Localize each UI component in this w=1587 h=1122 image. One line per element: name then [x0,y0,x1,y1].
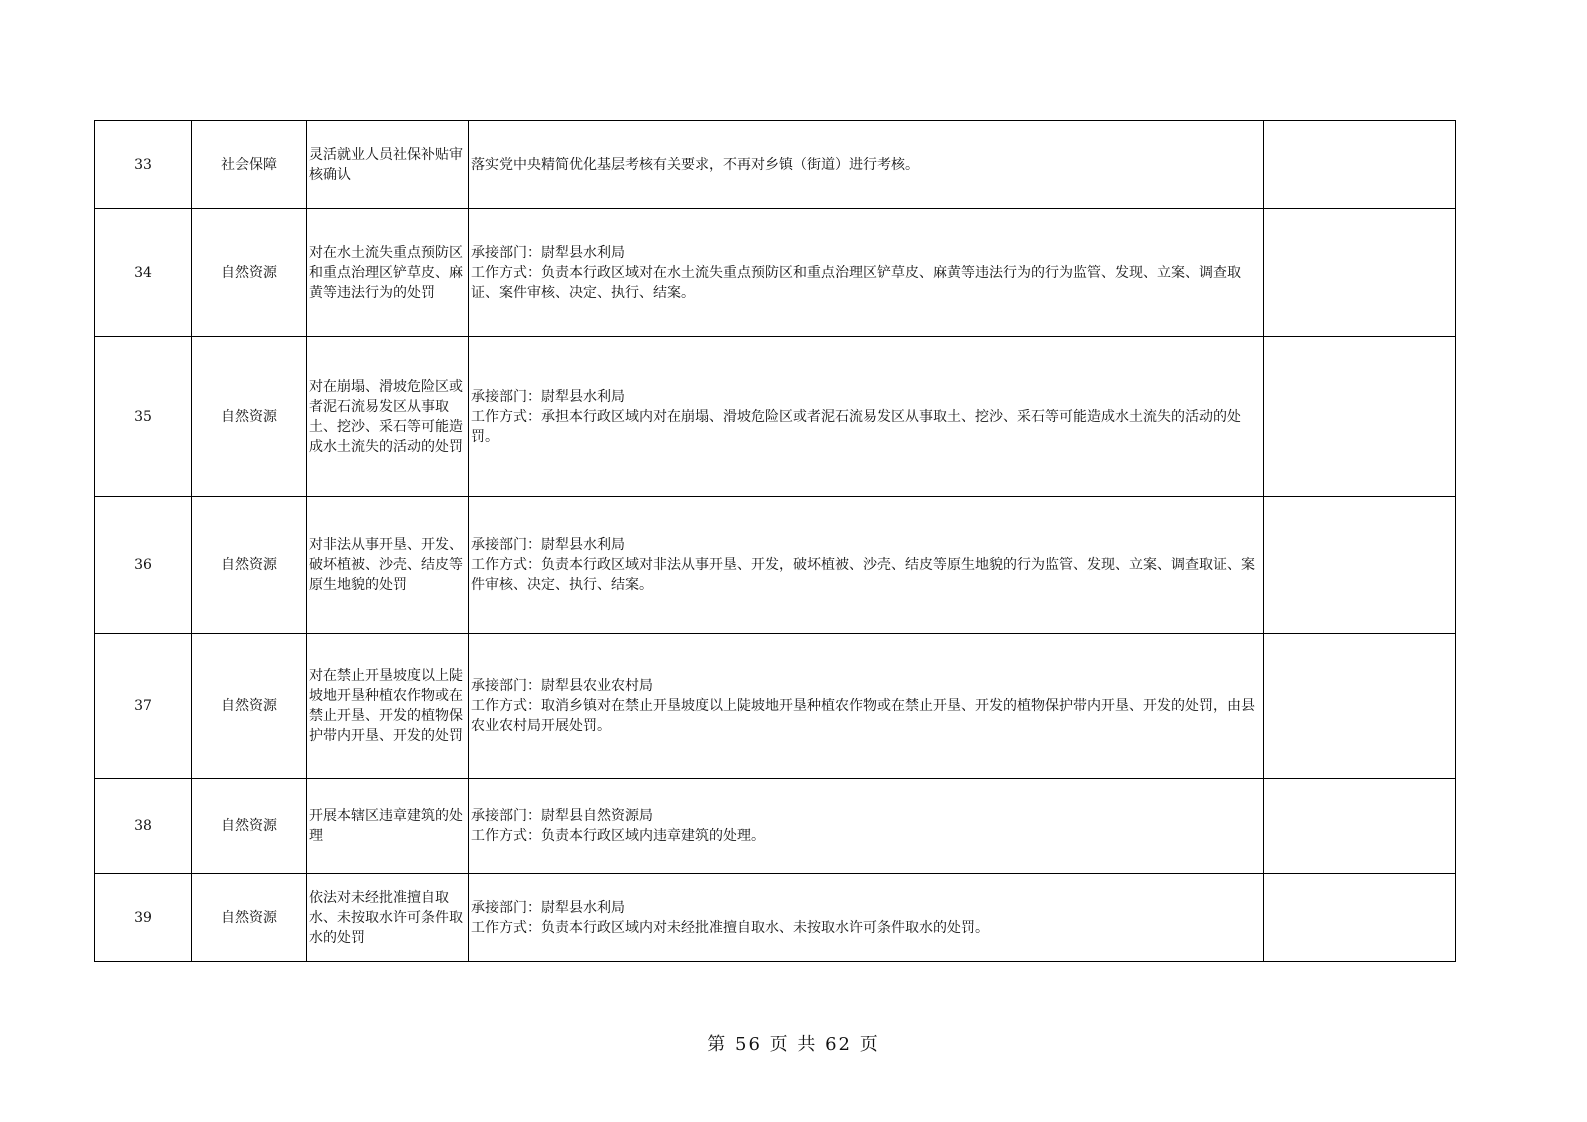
row-item: 依法对未经批准擅自取水、未按取水许可条件取水的处罚 [307,874,469,962]
table-row [95,209,1456,337]
row-dept: 承接部门：尉犁县水利局 [471,244,625,261]
row-method: 工作方式：负责本行政区域对非法从事开垦、开发，破坏植被、沙壳、结皮等原生地貌的行为监管、发现、立案、调查取证、案件审核、决定、执行、结案。 [471,557,1255,593]
items-table [94,120,1456,962]
row-dept: 承接部门：尉犁县水利局 [471,388,625,405]
row-method: 落实党中央精简优化基层考核有关要求，不再对乡镇（街道）进行考核。 [471,156,919,173]
row-method: 工作方式：负责本行政区域对在水土流失重点预防区和重点治理区铲草皮、麻黄等违法行为的行为监管、发现、立案、调查取证、案件审核、决定、执行、结案。 [471,264,1241,301]
table-row [95,779,1456,874]
row-method: 工作方式：承担本行政区域内对在崩塌、滑坡危险区或者泥石流易发区从事取土、挖沙、采石等可能造成水土流失的活动的处罚。 [471,408,1241,445]
row-number: 34 [95,209,192,337]
row-content [469,874,1264,962]
table-row [95,634,1456,779]
row-note [1264,634,1456,779]
row-item: 灵活就业人员社保补贴审核确认 [307,121,469,209]
table-row [95,337,1456,497]
row-category: 自然资源 [192,779,307,874]
row-category: 自然资源 [192,337,307,497]
row-note [1264,874,1456,962]
page-number: 第 56 页 共 62 页 [707,1034,880,1055]
row-number: 33 [95,121,192,209]
row-item: 开展本辖区违章建筑的处理 [307,779,469,874]
row-number: 38 [95,779,192,874]
row-number: 39 [95,874,192,962]
row-number: 36 [95,497,192,634]
row-dept: 承接部门：尉犁县水利局 [471,899,625,916]
row-dept: 承接部门：尉犁县农业农村局 [471,678,653,694]
row-item: 对在禁止开垦坡度以上陡坡地开垦种植农作物或在禁止开垦、开发的植物保护带内开垦、开发的处罚 [307,634,469,779]
table-row [95,497,1456,634]
row-dept: 承接部门：尉犁县自然资源局 [471,808,653,824]
row-note [1264,209,1456,337]
row-item: 对在水土流失重点预防区和重点治理区铲草皮、麻黄等违法行为的处罚 [307,209,469,337]
row-content [469,634,1264,779]
row-item: 对非法从事开垦、开发、破坏植被、沙壳、结皮等原生地貌的处罚 [307,497,469,634]
row-category: 社会保障 [192,121,307,209]
row-note [1264,337,1456,497]
row-category: 自然资源 [192,209,307,337]
row-method: 工作方式：负责本行政区域内对未经批准擅自取水、未按取水许可条件取水的处罚。 [471,919,989,936]
row-note [1264,121,1456,209]
table-body [95,121,1456,962]
row-content [469,337,1264,497]
row-category: 自然资源 [192,634,307,779]
row-content [469,209,1264,337]
row-number: 35 [95,337,192,497]
row-content [469,121,1264,209]
row-dept: 承接部门：尉犁县水利局 [471,537,625,553]
row-method: 工作方式：取消乡镇对在禁止开垦坡度以上陡坡地开垦种植农作物或在禁止开垦、开发的植物保护带内开垦、开发的处罚，由县农业农村局开展处罚。 [471,698,1255,734]
table-row [95,121,1456,209]
row-content [469,497,1264,634]
row-number: 37 [95,634,192,779]
table-row [95,874,1456,962]
row-method: 工作方式：负责本行政区域内违章建筑的处理。 [471,828,765,844]
row-category: 自然资源 [192,874,307,962]
row-note [1264,497,1456,634]
row-category: 自然资源 [192,497,307,634]
row-note [1264,779,1456,874]
row-content [469,779,1264,874]
row-item: 对在崩塌、滑坡危险区或者泥石流易发区从事取土、挖沙、采石等可能造成水土流失的活动的处罚 [307,337,469,497]
